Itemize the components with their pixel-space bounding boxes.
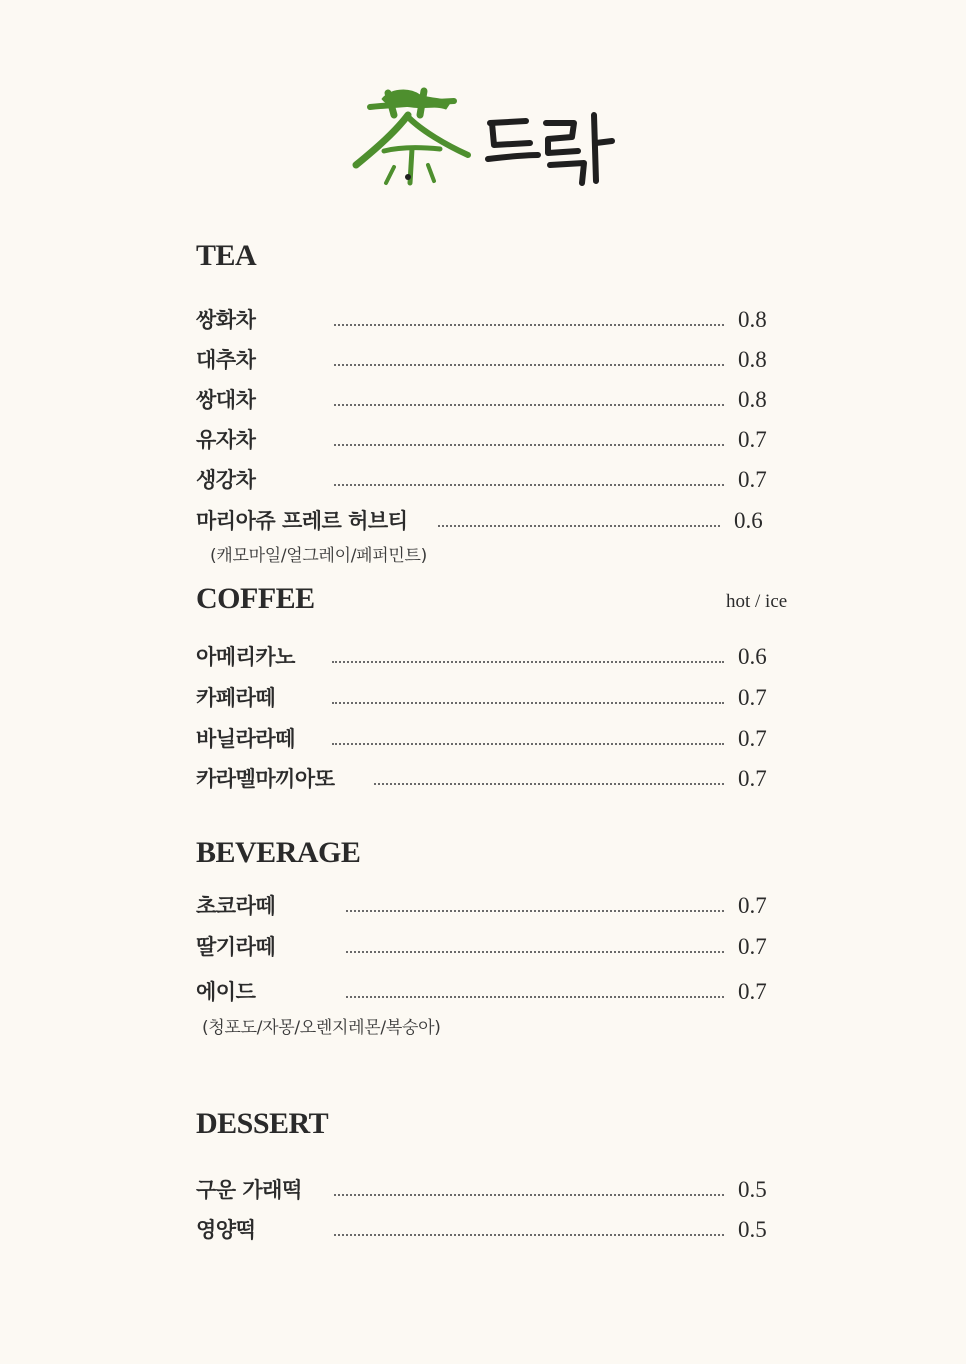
menu-item	[196, 642, 778, 672]
brand-logo-mark	[350, 85, 630, 195]
ade-flavors-note: (청포도/자몽/오렌지레몬/복숭아)	[202, 1018, 441, 1038]
dotted-leader	[334, 404, 724, 406]
dotted-leader	[374, 783, 724, 785]
item-price: 0.7	[738, 685, 767, 710]
item-price: 0.8	[738, 387, 767, 412]
item-name: 에이드	[196, 980, 256, 1004]
item-price: 0.7	[738, 979, 767, 1004]
item-name: 카페라떼	[196, 686, 276, 710]
item-name: 바닐라라떼	[196, 727, 295, 751]
menu-item	[196, 1215, 778, 1245]
dotted-leader	[334, 444, 724, 446]
menu-item	[196, 385, 778, 415]
item-price: 0.7	[738, 893, 767, 918]
menu-item	[196, 977, 778, 1007]
menu-item	[196, 305, 778, 335]
menu-item	[196, 683, 778, 713]
item-price: 0.6	[738, 644, 767, 669]
brand-logo	[350, 85, 630, 195]
dotted-leader	[346, 910, 724, 912]
menu-item	[196, 506, 778, 536]
dotted-leader	[334, 1194, 724, 1196]
item-name: 유자차	[196, 428, 256, 452]
menu-item	[196, 764, 778, 794]
menu-item	[196, 465, 778, 495]
menu-item	[196, 1175, 778, 1205]
item-name: 영양떡	[196, 1218, 256, 1242]
item-name: 쌍화차	[196, 308, 256, 332]
dotted-leader	[334, 484, 724, 486]
dotted-leader	[334, 364, 724, 366]
section-title-coffee: COFFEE	[196, 582, 315, 615]
menu-item	[196, 425, 778, 455]
item-price: 0.7	[738, 427, 767, 452]
dotted-leader	[438, 525, 720, 527]
dotted-leader	[332, 702, 724, 704]
menu-item	[196, 932, 778, 962]
item-price: 0.5	[738, 1217, 767, 1242]
item-name: 마리아쥬 프레르 허브티	[196, 509, 408, 533]
dotted-leader	[334, 1234, 724, 1236]
hot-ice-note: hot / ice	[726, 591, 788, 612]
menu-item	[196, 724, 778, 754]
dotted-leader	[332, 743, 724, 745]
item-name: 생강차	[196, 468, 256, 492]
item-name: 초코라떼	[196, 894, 276, 918]
item-name: 대추차	[196, 348, 256, 372]
item-price: 0.7	[738, 934, 767, 959]
item-name: 딸기라떼	[196, 935, 276, 959]
item-price: 0.7	[738, 766, 767, 791]
item-name: 카라멜마끼아또	[196, 767, 335, 791]
menu-item	[196, 891, 778, 921]
tea-variants-note: (캐모마일/얼그레이/페퍼민트)	[210, 546, 427, 566]
item-price: 0.8	[738, 307, 767, 332]
item-price: 0.7	[738, 467, 767, 492]
dotted-leader	[334, 324, 724, 326]
item-name: 아메리카노	[196, 645, 295, 669]
section-title-beverage: BEVERAGE	[196, 836, 361, 869]
dotted-leader	[332, 661, 724, 663]
item-price: 0.8	[738, 347, 767, 372]
dotted-leader	[346, 951, 724, 953]
item-price: 0.7	[738, 726, 767, 751]
section-title-tea: TEA	[196, 239, 257, 272]
item-price: 0.5	[738, 1177, 767, 1202]
dotted-leader	[346, 996, 724, 998]
item-name: 쌍대차	[196, 388, 256, 412]
item-price: 0.6	[734, 508, 763, 533]
menu-item	[196, 345, 778, 375]
item-name: 구운 가래떡	[196, 1178, 302, 1202]
section-title-dessert: DESSERT	[196, 1107, 329, 1140]
